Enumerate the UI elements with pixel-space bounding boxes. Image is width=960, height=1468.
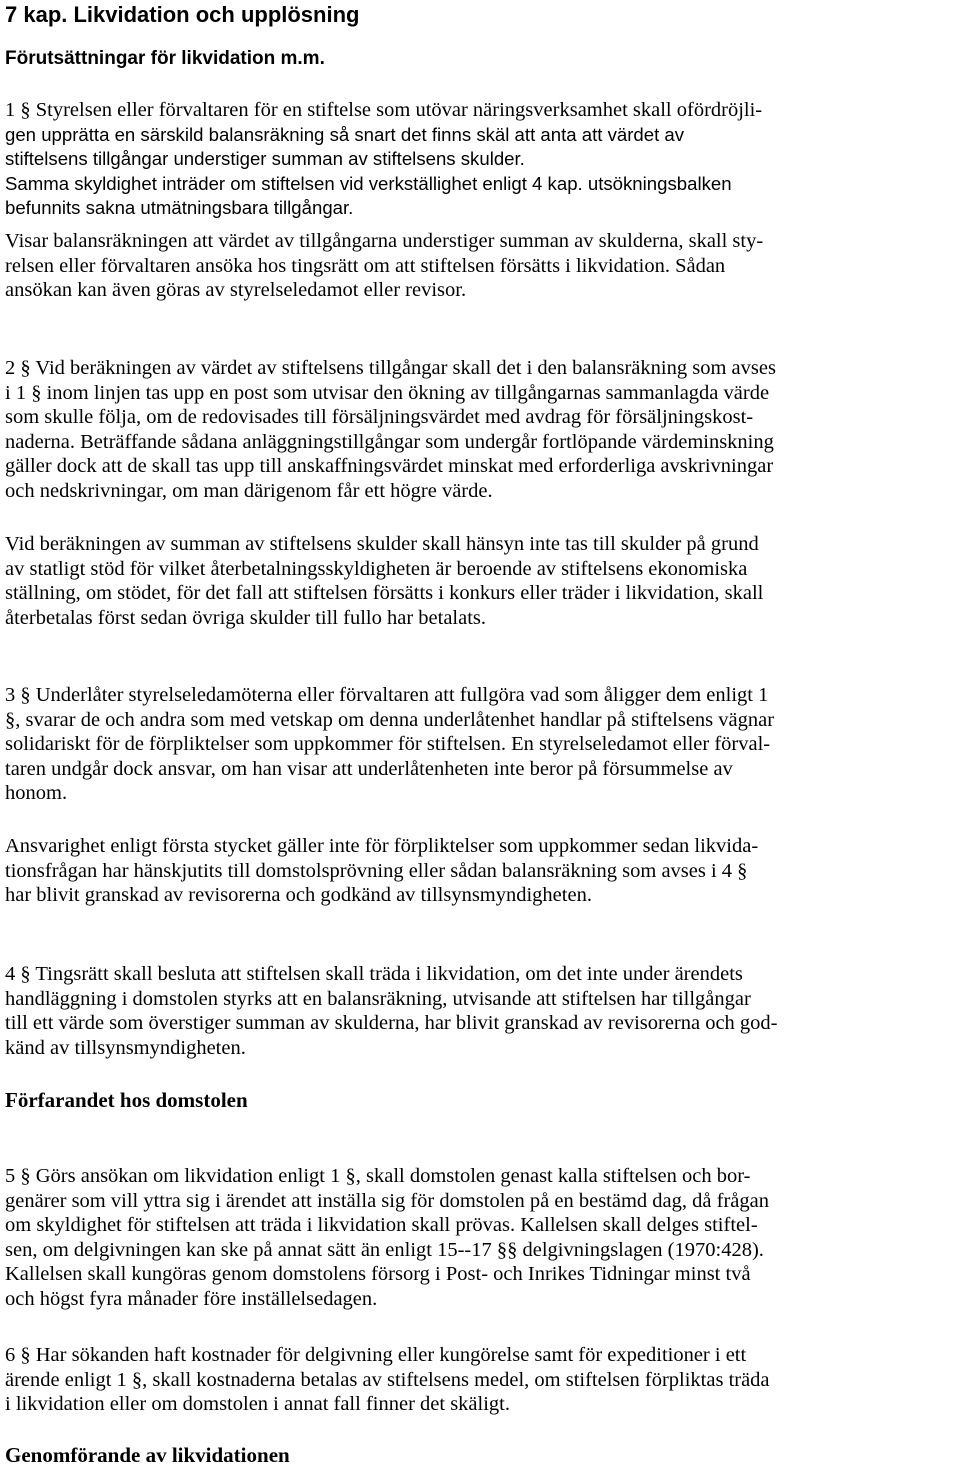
paragraph-line: 1 § Styrelsen eller förvaltaren för en stiftelse som utövar näringsverksamhet skall ofördröjli-	[5, 99, 763, 121]
paragraph-line: 3 § Underlåter styrelseledamöterna eller förvaltaren att fullgöra vad som åligger dem enligt 1	[5, 684, 769, 706]
paragraph-line: stiftelsens tillgångar understiger summan av stiftelsens skulder.	[5, 148, 525, 170]
paragraph-line: genärer som vill yttra sig i ärendet att inställa sig för domstolen på en bestämd dag, då frågan	[5, 1189, 769, 1212]
paragraph-line: befunnits sakna utmätningsbara tillgångar.	[5, 197, 354, 219]
section-heading-genomforande: Genomförande av likvidationen	[5, 1443, 290, 1467]
paragraph-line: har blivit granskad av revisorerna och godkänd av tillsynsmyndigheten.	[5, 884, 592, 907]
paragraph-line: ställning, om stödet, för det fall att stiftelsen försätts i konkurs eller träder i likvidation, skall	[5, 582, 764, 605]
paragraph-6	[5, 1343, 770, 1417]
paragraph-line: i likvidation eller om domstolen i annat fall finner det skäligt.	[5, 1393, 510, 1416]
paragraph-line: Ansvarighet enligt första stycket gäller inte för förpliktelser som uppkommer sedan likvida-	[5, 835, 759, 857]
paragraph-line: §, svarar de och andra som med vetskap om denna underlåtenhet handlar på stiftelsens vägnar	[5, 708, 775, 731]
paragraph-line: i 1 § inom linjen tas upp en post som utvisar den ökning av tillgångarnas sammanlagda värde	[5, 381, 770, 404]
paragraph-line: sen, om delgivningen kan ske på annat sätt än enligt 15--17 §§ delgivningslagen (1970:428).	[5, 1238, 764, 1261]
paragraph-line: känd av tillsynsmyndigheten.	[5, 1036, 246, 1059]
paragraph-1b	[5, 229, 763, 303]
paragraph-line: av statligt stöd för vilket återbetalningsskyldigheten är beroende av stiftelsens ekonomiska	[5, 557, 748, 580]
paragraph-3b	[5, 834, 758, 908]
paragraph-line: naderna. Beträffande sådana anläggningstillgångar som undergår fortlöpande värdeminskning	[5, 430, 774, 453]
paragraph-line: som skulle följa, om de redovisades till försäljningsvärdet med avdrag för försäljningskost-	[5, 406, 754, 429]
paragraph-line: tionsfrågan har hänskjutits till domstolsprövning eller sådan balansräkning som avses i 4 §	[5, 859, 748, 882]
paragraph-line: och nedskrivningar, om man därigenom får ett högre värde.	[5, 479, 493, 502]
paragraph-line: Samma skyldighet inträder om stiftelsen vid verkställighet enligt 4 kap. utsökningsbalken	[5, 172, 732, 194]
paragraph-line: 4 § Tingsrätt skall besluta att stiftelsen skall träda i likvidation, om det inte under ärendets	[5, 963, 743, 985]
paragraph-line: honom.	[5, 782, 68, 805]
chapter-title: 7 kap. Likvidation och upplösning	[5, 2, 360, 27]
paragraph-2b	[5, 532, 763, 630]
paragraph-line: solidariskt för de förpliktelser som uppkommer för stiftelsen. En styrelseledamot eller förval-	[5, 733, 771, 756]
paragraph-line: relsen eller förvaltaren ansöka hos tingsrätt om att stiftelsen försätts i likvidation. Sådan	[5, 254, 726, 277]
paragraph-line: om skyldighet för stiftelsen att träda i likvidation skall prövas. Kallelsen skall delges stiftel-	[5, 1214, 758, 1237]
paragraph-line: handläggning i domstolen styrks att en balansräkning, utvisande att stiftelsen har tillgångar	[5, 987, 751, 1010]
paragraph-line: ärende enligt 1 §, skall kostnaderna betalas av stiftelsens medel, om stiftelsen förpliktas träda	[5, 1368, 770, 1391]
paragraph-line: 5 § Görs ansökan om likvidation enligt 1 §, skall domstolen genast kalla stiftelsen och bor-	[5, 1165, 751, 1187]
paragraph-1a	[5, 98, 762, 221]
paragraph-4	[5, 962, 778, 1060]
paragraph-3a	[5, 683, 774, 806]
paragraph-line: och högst fyra månader före inställelsedagen.	[5, 1287, 378, 1310]
paragraph-line: taren undgår dock ansvar, om han visar att underlåtenheten inte beror på försummelse av	[5, 757, 733, 780]
paragraph-2a	[5, 356, 776, 504]
paragraph-line: återbetalas först sedan övriga skulder till fullo har betalats.	[5, 606, 487, 629]
paragraph-line: 6 § Har sökanden haft kostnader för delgivning eller kungörelse samt för expeditioner i ett	[5, 1344, 747, 1366]
paragraph-line: 2 § Vid beräkningen av värdet av stiftelsens tillgångar skall det i den balansräkning som avses	[5, 357, 776, 379]
paragraph-line: Kallelsen skall kungöras genom domstolens försorg i Post- och Inrikes Tidningar minst två	[5, 1263, 751, 1286]
paragraph-line: Vid beräkningen av summan av stiftelsens skulder skall hänsyn inte tas till skulder på grund	[5, 533, 759, 555]
paragraph-line: gen upprätta en särskild balansräkning så snart det finns skäl att anta att värdet av	[5, 123, 685, 145]
section-heading-forutsattningar: Förutsättningar för likvidation m.m.	[5, 48, 325, 69]
paragraph-line: gäller dock att de skall tas upp till anskaffningsvärdet minskat med erforderliga avskrivningar	[5, 455, 774, 478]
paragraph-line: till ett värde som överstiger summan av skulderna, har blivit granskad av revisorerna och god-	[5, 1012, 778, 1035]
paragraph-line: Visar balansräkningen att värdet av tillgångarna understiger summan av skulderna, skall sty-	[5, 230, 764, 252]
section-heading-forfarandet: Förfarandet hos domstolen	[5, 1088, 248, 1112]
paragraph-5	[5, 1164, 769, 1312]
paragraph-line: ansökan kan även göras av styrelseledamot eller revisor.	[5, 279, 467, 302]
